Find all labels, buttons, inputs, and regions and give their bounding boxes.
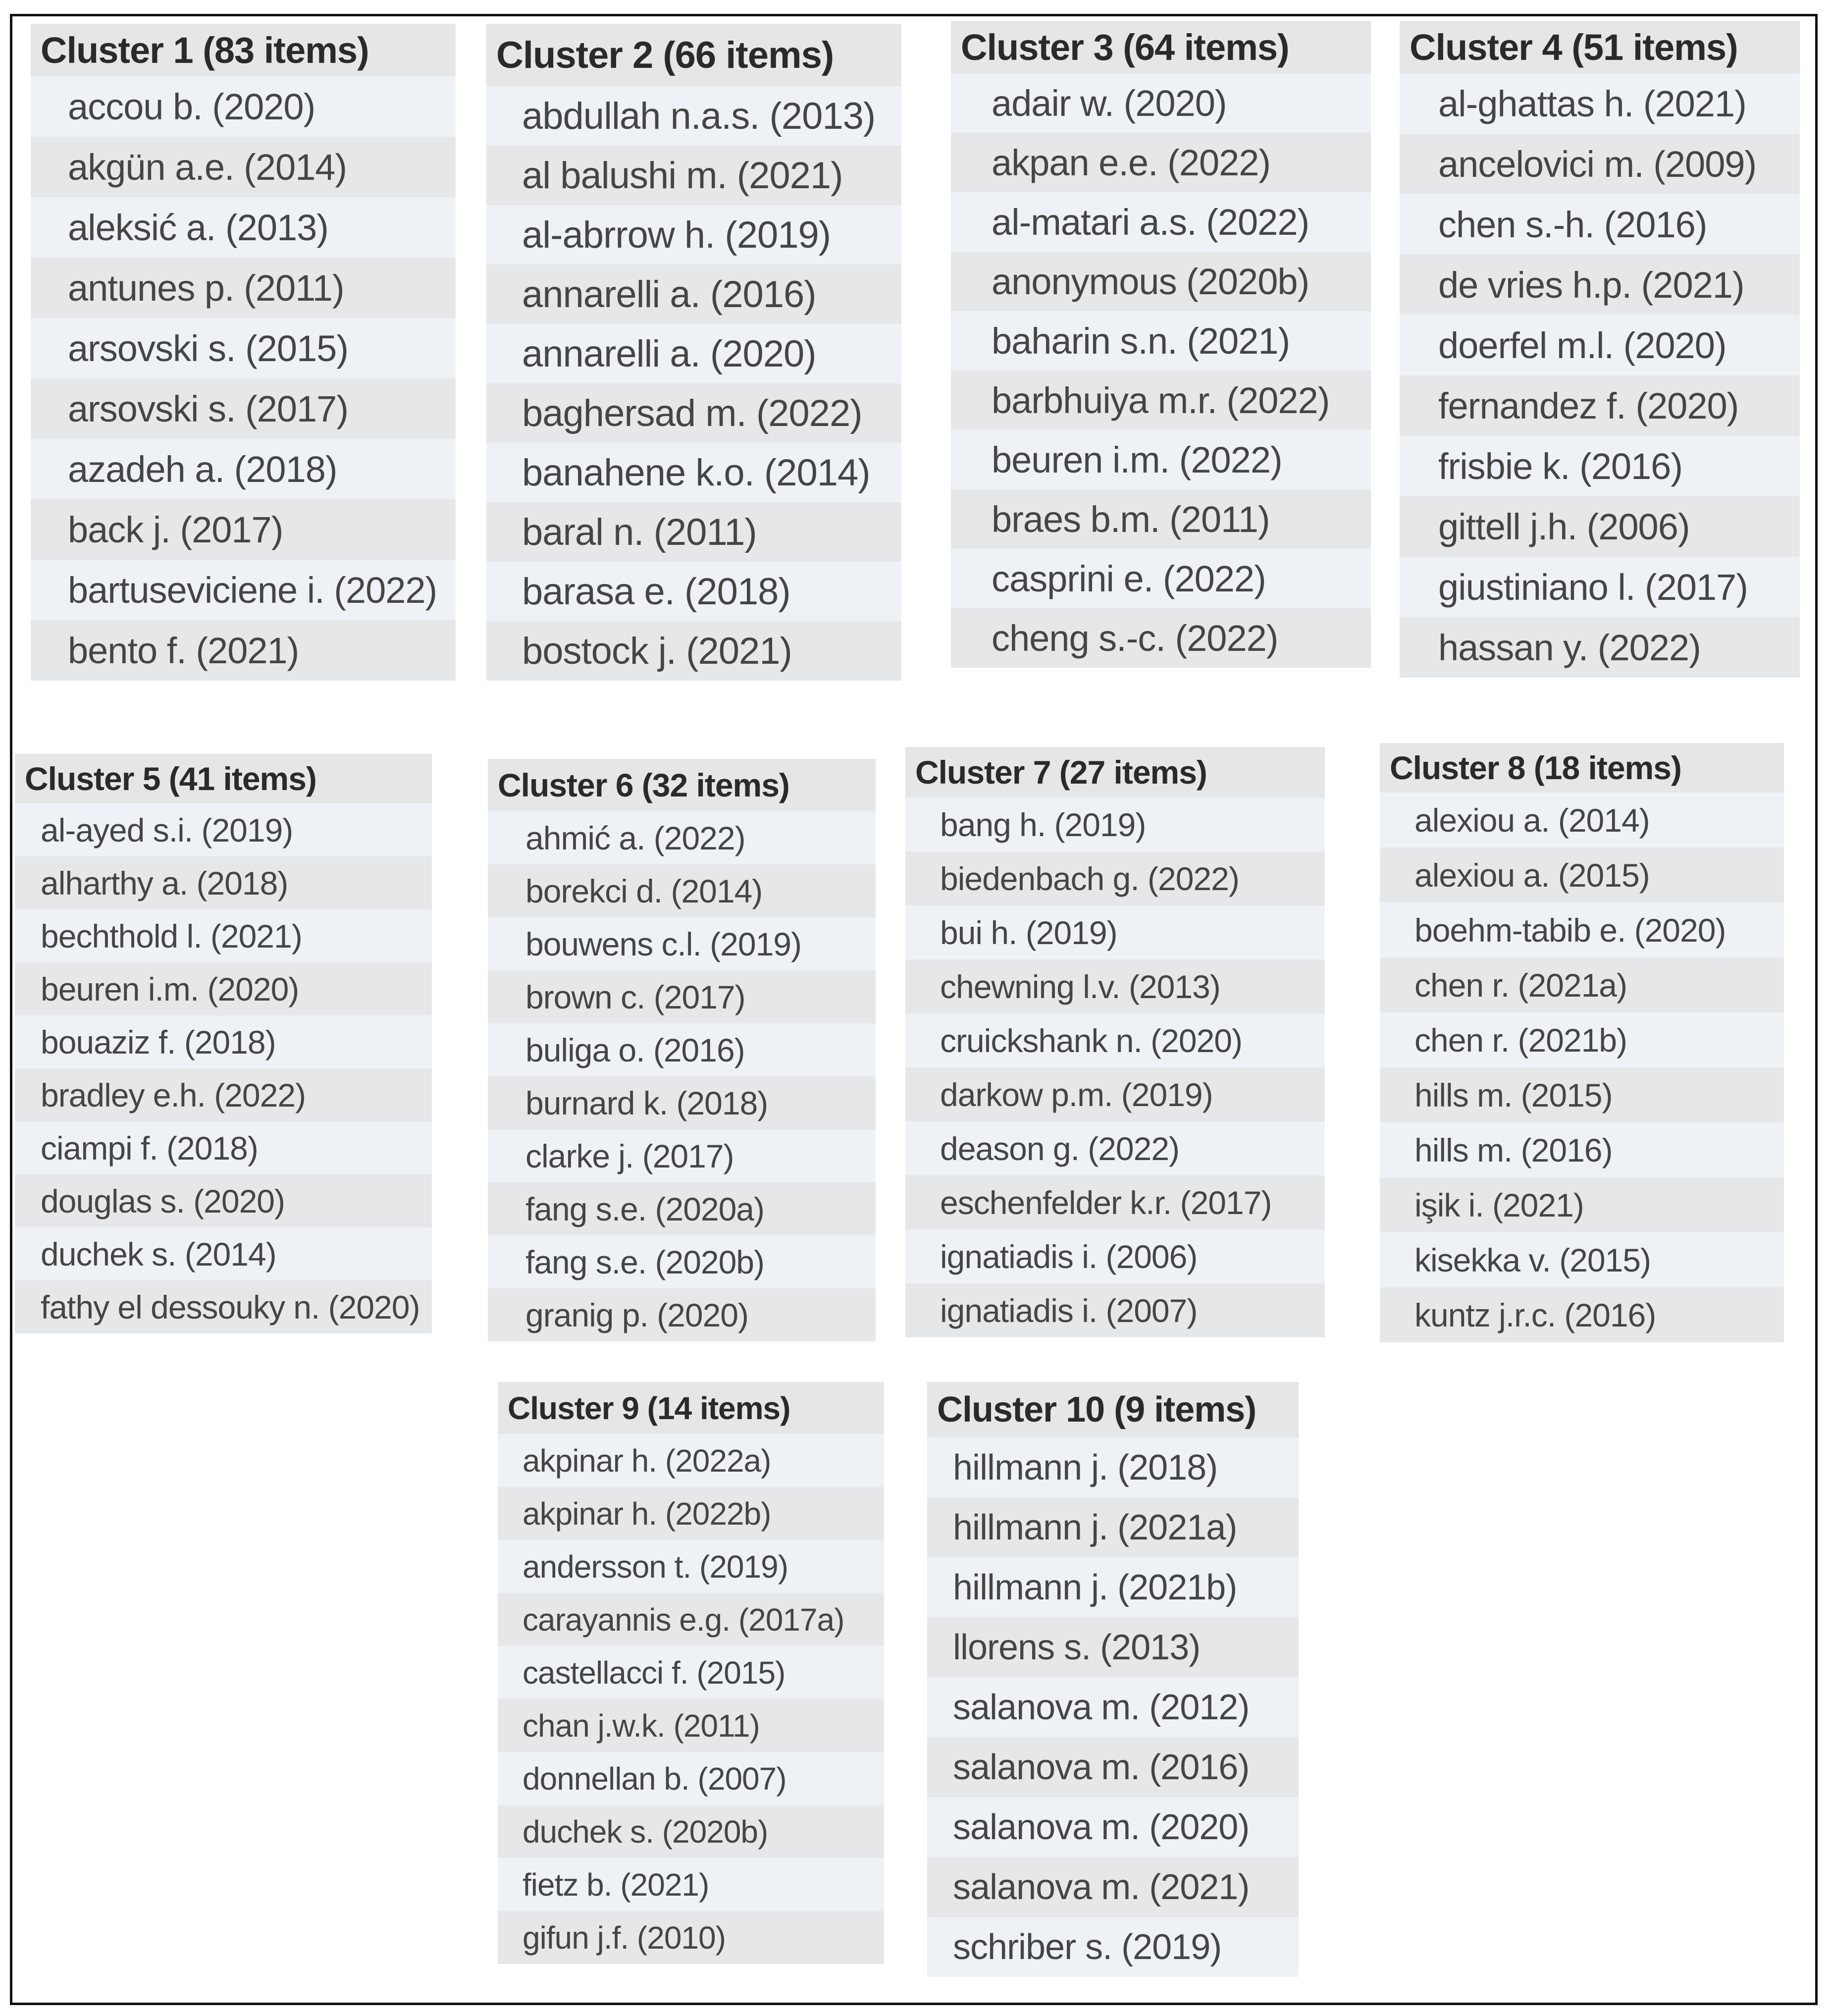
cluster-item[interactable]: bechthold l. (2021) [15,909,432,962]
cluster-item[interactable]: burnard k. (2018) [488,1076,876,1129]
cluster-item[interactable]: ciampi f. (2018) [15,1121,432,1174]
cluster-item[interactable]: chen r. (2021b) [1380,1012,1784,1067]
cluster-item[interactable]: llorens s. (2013) [927,1617,1299,1677]
cluster-item[interactable]: schriber s. (2019) [927,1917,1299,1977]
cluster-item[interactable]: arsovski s. (2015) [31,318,456,378]
cluster-item[interactable]: doerfel m.l. (2020) [1400,315,1800,375]
cluster-item[interactable]: ancelovici m. (2009) [1400,134,1800,194]
cluster-item[interactable]: salanova m. (2021) [927,1857,1299,1917]
cluster-item[interactable]: bang h. (2019) [905,797,1325,851]
cluster-item[interactable]: bento f. (2021) [31,620,456,681]
cluster-item[interactable]: chewning l.v. (2013) [905,959,1325,1013]
cluster-item[interactable]: fietz b. (2021) [498,1858,884,1911]
cluster-item[interactable]: duchek s. (2020b) [498,1805,884,1858]
cluster-item[interactable]: eschenfelder k.r. (2017) [905,1175,1325,1229]
cluster-item[interactable]: al-matari a.s. (2022) [951,192,1371,252]
cluster-item[interactable]: akpan e.e. (2022) [951,133,1371,192]
cluster-item[interactable]: annarelli a. (2016) [486,265,901,324]
cluster-header: Cluster 1 (83 items) [31,24,456,76]
cluster-item[interactable]: al-abrrow h. (2019) [486,205,901,265]
cluster-item[interactable]: alexiou a. (2014) [1380,793,1784,848]
cluster-item[interactable]: accou b. (2020) [31,76,456,137]
cluster-item[interactable]: barbhuiya m.r. (2022) [951,371,1371,430]
cluster-item[interactable]: aleksić a. (2013) [31,197,456,258]
cluster-item[interactable]: giustiniano l. (2017) [1400,557,1800,617]
cluster-item[interactable]: borekci d. (2014) [488,864,876,917]
cluster-item[interactable]: annarelli a. (2020) [486,324,901,383]
cluster-item[interactable]: antunes p. (2011) [31,258,456,318]
cluster-item[interactable]: akpinar h. (2022b) [498,1487,884,1540]
cluster-header: Cluster 5 (41 items) [15,754,432,803]
cluster-header: Cluster 6 (32 items) [488,759,876,811]
cluster-item[interactable]: fernandez f. (2020) [1400,375,1800,436]
cluster-panel-6 [488,759,876,1341]
cluster-item[interactable]: boehm-tabib e. (2020) [1380,902,1784,957]
cluster-item[interactable]: arsovski s. (2017) [31,378,456,439]
cluster-item[interactable]: baral n. (2011) [486,502,901,562]
cluster-item[interactable]: bartuseviciene i. (2022) [31,560,456,620]
cluster-item[interactable]: bostock j. (2021) [486,621,901,681]
cluster-panel-5 [15,754,432,1333]
cluster-item[interactable]: akgün a.e. (2014) [31,137,456,197]
cluster-item[interactable]: cheng s.-c. (2022) [951,608,1371,668]
cluster-item[interactable]: hills m. (2015) [1380,1067,1784,1122]
cluster-panel-7 [905,747,1325,1337]
cluster-item[interactable]: braes b.m. (2011) [951,489,1371,549]
cluster-item[interactable]: fathy el dessouky n. (2020) [15,1280,432,1333]
cluster-item[interactable]: azadeh a. (2018) [31,439,456,499]
cluster-item[interactable]: fang s.e. (2020b) [488,1235,876,1288]
cluster-item[interactable]: de vries h.p. (2021) [1400,255,1800,315]
cluster-item[interactable]: hills m. (2016) [1380,1122,1784,1177]
cluster-header: Cluster 9 (14 items) [498,1382,884,1434]
cluster-item[interactable]: işik i. (2021) [1380,1177,1784,1232]
cluster-item[interactable]: salanova m. (2020) [927,1797,1299,1857]
cluster-item[interactable]: back j. (2017) [31,499,456,560]
cluster-panel-3 [951,21,1371,668]
cluster-item[interactable]: granig p. (2020) [488,1288,876,1341]
cluster-header: Cluster 2 (66 items) [486,24,901,86]
cluster-item[interactable]: bouaziz f. (2018) [15,1015,432,1068]
cluster-item[interactable]: brown c. (2017) [488,970,876,1023]
cluster-item[interactable]: banahene k.o. (2014) [486,443,901,502]
cluster-header: Cluster 10 (9 items) [927,1382,1299,1437]
cluster-header: Cluster 4 (51 items) [1400,21,1800,73]
cluster-item[interactable]: chan j.w.k. (2011) [498,1699,884,1752]
cluster-header: Cluster 7 (27 items) [905,747,1325,797]
cluster-item[interactable]: salanova m. (2012) [927,1677,1299,1737]
cluster-panel-10 [927,1382,1299,1977]
cluster-item[interactable]: cruickshank n. (2020) [905,1013,1325,1067]
cluster-panel-2 [486,24,901,681]
cluster-item[interactable]: darkow p.m. (2019) [905,1067,1325,1121]
cluster-item[interactable]: carayannis e.g. (2017a) [498,1593,884,1646]
cluster-item[interactable]: ignatiadis i. (2007) [905,1283,1325,1337]
cluster-item[interactable]: deason g. (2022) [905,1121,1325,1175]
cluster-panel-9 [498,1382,884,1964]
cluster-item[interactable]: hillmann j. (2021b) [927,1557,1299,1617]
cluster-item[interactable]: al-ghattas h. (2021) [1400,73,1800,134]
cluster-item[interactable]: anonymous (2020b) [951,252,1371,311]
cluster-item[interactable]: al-ayed s.i. (2019) [15,803,432,856]
cluster-item[interactable]: ahmić a. (2022) [488,811,876,864]
cluster-item[interactable]: kuntz j.r.c. (2016) [1380,1287,1784,1342]
cluster-item[interactable]: beuren i.m. (2022) [951,430,1371,489]
cluster-item[interactable]: gittell j.h. (2006) [1400,496,1800,557]
cluster-item[interactable]: adair w. (2020) [951,73,1371,133]
cluster-panel-8 [1380,743,1784,1342]
cluster-item[interactable]: ignatiadis i. (2006) [905,1229,1325,1283]
cluster-item[interactable]: hillmann j. (2018) [927,1437,1299,1497]
cluster-item[interactable]: alharthy a. (2018) [15,856,432,909]
cluster-item[interactable]: bui h. (2019) [905,905,1325,959]
cluster-item[interactable]: fang s.e. (2020a) [488,1182,876,1235]
cluster-item[interactable]: castellacci f. (2015) [498,1646,884,1699]
cluster-panel-4 [1400,21,1800,678]
cluster-item[interactable]: casprini e. (2022) [951,549,1371,608]
cluster-item[interactable]: baharin s.n. (2021) [951,311,1371,371]
cluster-item[interactable]: douglas s. (2020) [15,1174,432,1227]
cluster-item[interactable]: kisekka v. (2015) [1380,1232,1784,1287]
cluster-header: Cluster 8 (18 items) [1380,743,1784,793]
cluster-item[interactable]: duchek s. (2014) [15,1227,432,1280]
cluster-item[interactable]: baghersad m. (2022) [486,383,901,443]
cluster-item[interactable]: hassan y. (2022) [1400,617,1800,678]
cluster-item[interactable]: buliga o. (2016) [488,1023,876,1076]
cluster-item[interactable]: bradley e.h. (2022) [15,1068,432,1121]
cluster-item[interactable]: clarke j. (2017) [488,1129,876,1182]
cluster-item[interactable]: beuren i.m. (2020) [15,962,432,1015]
cluster-item[interactable]: al balushi m. (2021) [486,146,901,205]
cluster-item[interactable]: salanova m. (2016) [927,1737,1299,1797]
cluster-item[interactable]: chen r. (2021a) [1380,957,1784,1012]
cluster-item[interactable]: barasa e. (2018) [486,562,901,621]
cluster-item[interactable]: bouwens c.l. (2019) [488,917,876,970]
cluster-item[interactable]: andersson t. (2019) [498,1540,884,1593]
cluster-header: Cluster 3 (64 items) [951,21,1371,73]
cluster-item[interactable]: alexiou a. (2015) [1380,848,1784,902]
cluster-item[interactable]: akpinar h. (2022a) [498,1434,884,1487]
cluster-item[interactable]: biedenbach g. (2022) [905,851,1325,905]
cluster-item[interactable]: donnellan b. (2007) [498,1752,884,1805]
cluster-panel-1 [31,24,456,681]
cluster-item[interactable]: chen s.-h. (2016) [1400,194,1800,255]
cluster-item[interactable]: gifun j.f. (2010) [498,1911,884,1964]
cluster-item[interactable]: abdullah n.a.s. (2013) [486,86,901,146]
cluster-item[interactable]: frisbie k. (2016) [1400,436,1800,496]
cluster-item[interactable]: hillmann j. (2021a) [927,1497,1299,1557]
